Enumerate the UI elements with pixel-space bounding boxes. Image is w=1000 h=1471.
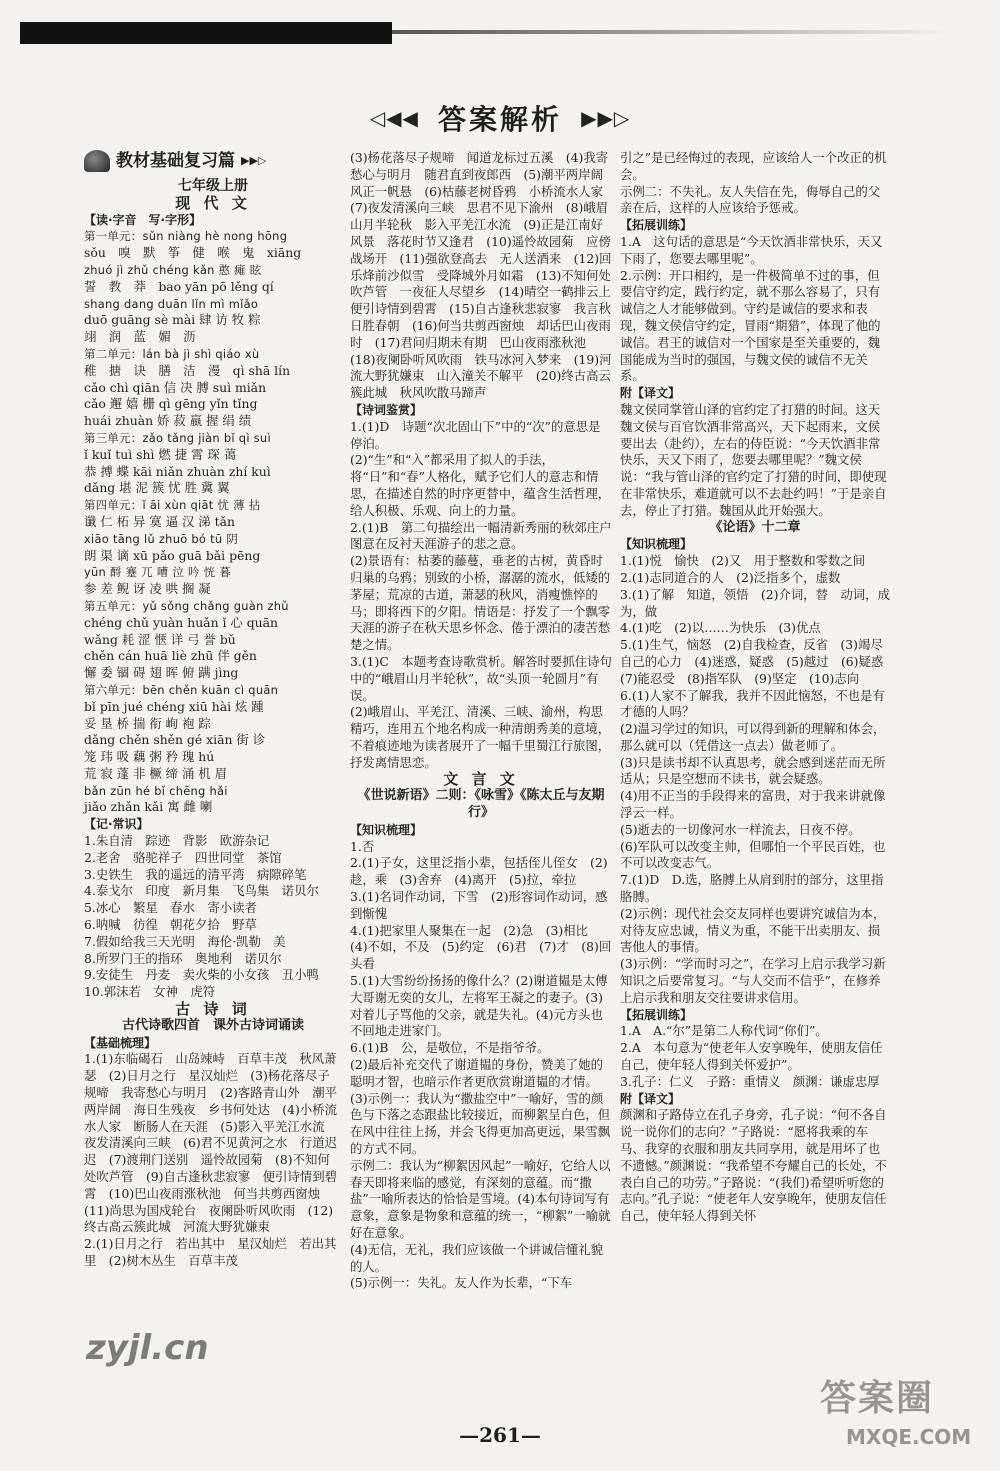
section-tag: 附【译文】 <box>620 386 681 401</box>
text-line: shang dang duān lǐn mì mǐǎo <box>84 296 259 311</box>
text-line: 1.(1)东临碣石 山岛竦峙 百草丰茂 秋风萧瑟 (2)日月之行 星汉灿烂 (3)杨花落尽子规啼 我寄愁心与明月 (2)客路青山外 潮平两岸阔 海日生残夜 乡书何处达 (4)小桥流水人家 断肠人在天涯 (5)影入平羌江水流 夜发清溪向三峡 (6)君不见黄河之水 行道迟迟 (7)渡荆门送别 遥怜故园菊 (8)不知何处吹芦管 (9)自古逢秋悲寂寥 便引诗情到碧霄 (10)巴山夜雨涨秋池 何当共剪西窗烛 (11)尚思为国戍轮台 夜阑卧听风吹雨 (12)终古高云簇此城 河流大野犹嫌束 <box>84 1051 337 1235</box>
text-line: 引之”是已经悔过的表现，应该给人一个改正的机会。 <box>620 150 887 182</box>
text-line: 第五单元：yǔ sǒng chǎng guàn zhǔ <box>84 598 289 613</box>
column-left-body <box>84 178 342 1270</box>
text-line: 2.(1)日月之行 若出其中 星汉灿烂 若出其里 (2)树木丛生 百草丰茂 <box>84 1236 337 1268</box>
text-line: duō guāng sè mài 肆 访 牧 粽 <box>84 312 261 328</box>
subheading: 古 诗 词 <box>175 1000 251 1019</box>
section-tag: 【诗词鉴赏】 <box>350 402 423 417</box>
text-line: 4.(1)把家里人聚集在一起 (2)急 (3)相比 (4)不如，不及 (5)约定 (6)君 (7)才 (8)回头看 <box>350 922 612 972</box>
left-arrows-icon: ◁◀◀ <box>369 106 419 130</box>
text-line: 1.A 这句话的意思是“今天饮酒非常快乐，天又下雨了，您要去哪里呢”。 <box>620 233 883 266</box>
top-black-bar <box>20 22 392 44</box>
text-line: 4.泰戈尔 印度 新月集 飞鸟集 诺贝尔 <box>84 883 319 899</box>
book-icon <box>84 150 110 172</box>
text-line: 5.冰心 繁星 春水 寄小读者 <box>84 900 257 916</box>
text-line: (2)温习学过的知识，可以得到新的理解和体会，那么就可以（凭借这一点去）做老师了。 <box>620 721 886 753</box>
text-line: (4)用不正当的手段得来的富贵，对于我来讲就像浮云一样。 <box>620 788 886 821</box>
text-line: 翊 润 蓝 媚 沥 <box>84 329 196 345</box>
text-line: bǐ pīn jué chéng xiū hài 炫 踵 <box>84 698 264 714</box>
text-line: 誓 教 莽 bao yān pō lěng qí <box>84 278 274 294</box>
text-line: 示例二：不失礼。友人失信在先，侮辱自己的父亲在后，这样的人应该给予惩戒。 <box>620 183 881 216</box>
subheading: 古代诗歌四首 课外古诗词诵读 <box>121 1017 304 1033</box>
text-line: (2)峨眉山、平羌江、清溪、三峡、渝州，构思精巧，连用五个地名构成一种清朗秀美的意境，不着痕迹地为读者展开了一幅千里蜀江行旅图，抒发离情思恋。 <box>350 704 611 770</box>
text-line: (4)无信，无礼，我们应该做一个讲诚信懂礼貌的人。 <box>350 1241 603 1274</box>
text-line: 2.(1)子女，这里泛指小辈，包括侄儿侄女 (2)趁，乘 (3)舍弃 (4)离开 (5)拉，牵拉 <box>350 855 608 888</box>
text-line: 恭 搏 蝶 kāi niǎn zhuàn zhí kuì <box>84 463 271 479</box>
section-title-text: 教材基础复习篇 <box>116 150 235 171</box>
section-tag: 【拓展训练】 <box>620 218 693 233</box>
text-line: cǎo 邂 嬉 栅 qì gēng yǐn tǐng <box>84 396 258 412</box>
text-line: 荒 寂 蓬 非 橛 缔 涌 机 眉 <box>84 765 228 781</box>
section-tag: 【知识梳理】 <box>350 822 423 837</box>
section-tag: 【记·常识】 <box>84 817 149 832</box>
text-line: (5)示例一：失礼。友人作为长辈，“下车 <box>350 1275 573 1291</box>
text-line: 8.所罗门王的指环 奥地利 诺贝尔 <box>84 950 282 966</box>
text-line: (3)示例一：我认为“撒盐空中”一喻好，雪的颜色与下落之态跟盐比较接近，而柳絮呈白色，但在风中往往上扬，并会飞得更加高更远，果雪飘的方式不同。 <box>350 1090 611 1157</box>
text-line: 朗 渠 谪 xū pǎo guā bǎi pēng <box>84 547 261 563</box>
text-line: 妥 垦 桥 揣 衔 峋 袍 踪 <box>84 715 211 731</box>
column-middle <box>350 150 624 1292</box>
text-line: 3.史铁生 我的遥远的清平湾 病隙碎笔 <box>84 866 307 882</box>
watermark-domain: MXQE.COM <box>846 1425 972 1449</box>
text-line: 10.郭沫若 女神 虎符 <box>84 984 216 1000</box>
text-line: 3.孔子：仁义 子路：重情义 颜渊：谦虚忠厚 <box>620 1073 880 1089</box>
column-middle-body <box>350 150 624 1292</box>
text-line: 笼 玮 吸 藕 粥 矜 瑰 hú <box>84 749 215 765</box>
text-line: 2.(1)志同道合的人 (2)泛指多个，虚数 <box>620 569 841 585</box>
text-line: (5)逝去的一切像河水一样流去，日夜不停。 <box>620 821 861 837</box>
text-line: wǎng 耗 涩 惬 详 弓 誉 bǔ <box>84 631 236 647</box>
section-tag: 【拓展训练】 <box>620 1007 693 1022</box>
subheading: 现 代 文 <box>175 193 251 212</box>
text-line: cǎo chì qiān 信 决 膊 suì miǎn <box>84 379 267 395</box>
text-line: zhuó jì zhǔ chéng kǎn 憨 瘫 眩 <box>84 262 262 277</box>
text-line: 颜渊和子路侍立在孔子身旁，孔子说：“何不各自说一说你们的志向？”子路说：“愿将我乘的车马、我穿的衣服和朋友共同享用，就是用坏了也不遗憾。”颜渊说：“我希望不夸耀自己的长处，不表白自己的功劳。”子路说：“(我们)希望听听您的志向。”孔子说：“使老年人安享晚年，使朋友信任自己，使年轻人得到关怀 <box>620 1107 887 1224</box>
subheading: 文 言 文 <box>443 770 519 789</box>
text-line: 9.安徒生 丹麦 卖火柴的小女孩 丑小鸭 <box>84 967 319 983</box>
text-line: huái zhuàn 娇 菽 嬴 握 绢 绩 <box>84 413 252 429</box>
text-line: 示例二：我认为“柳絮因风起”一喻好，它给人以春天即将来临的感觉，有深刻的意蕴。而“撒盐”一喻所表达的恰恰是雪境。(4)本句诗词写有意象，意象是物象和意蕴的统一，“柳絮”一喻就好在意象。 <box>350 1157 611 1240</box>
text-line: 6.(1)人家不了解我，我并不因此恼怒，不也是有才德的人吗？ <box>620 687 885 720</box>
text-line: 第二单元：lán bà jì shì qiáo xù <box>84 346 260 361</box>
column-right <box>620 150 896 1225</box>
text-line: 7.(1)D D.选，胳膊上从肩到肘的部分，这里指胳膊。 <box>620 872 884 905</box>
text-line: 谶 仁 柘 异 寞 逼 汉 涕 tǎn <box>84 513 235 529</box>
right-arrows-icon: ▶▶▷ <box>581 106 631 130</box>
text-line: (2)“生”和“入”都采用了拟人的手法，将“日”和“春”人格化，赋予它们人的意志和情思，在描述自然的时序更替中，蕴含生活哲理，给人积极、乐观、向上的力量。 <box>350 452 611 518</box>
text-line: 第六单元：bēn chěn kuān cì quān <box>84 682 279 697</box>
text-line: (3)只是读书却不认真思考，就会感到迷茫而无所适从；只是空想而不读书，就会疑惑。 <box>620 754 886 787</box>
text-line: ǐ kuǐ tuì shì 燃 捷 霄 琛 蔼 <box>84 446 237 462</box>
text-line: (2)最后补充交代了谢道韫的身份，赞美了她的聪明才智，也暗示作者更欣赏谢道韫的才情。 <box>350 1057 603 1089</box>
text-line: chěn cán huā liè zhū 伴 gěn <box>84 648 257 664</box>
text-line: (3)杨花落尽子规啼 闻道龙标过五溪 (4)我寄愁心与明月 随君直到夜郎西 (5)潮平两岸阔 风正一帆悬 (6)枯藤老树昏鸦 小桥流水人家 (7)夜发清溪向三峡 思君不见下渝州 (8)峨眉山月半轮秋 影入平羌江水流 (9)正是江南好风景 落花时节又逢君 (10)遥怜故园菊 应傍战场开 (11)强欲登高去 无人送酒来 (12)回乐烽前沙似雪 受降城外月如霜 (13)不知何处吹芦管 一夜征人尽望乡 (14)晴空一鹤排云上 便引诗情到碧霄 (15)自古逢秋悲寂寥 我言秋日胜春朝 (16)何当共剪西窗烛 却话巴山夜雨时 (17)君问归期未有期 巴山夜雨涨秋池 (18)夜阑卧听风吹雨 铁马冰河入梦来 (19)河流大野犹嫌束 山入潼关不解平 (20)终古高云簇此城 秋风吹散马蹄声 <box>350 150 624 401</box>
column-right-body <box>620 150 896 1225</box>
text-line: 1.A A.“尔”是第二人称代词“你们”。 <box>620 1023 828 1039</box>
text-line: 第一单元：sǔn niàng hè nong hōng <box>84 229 288 244</box>
watermark-left: zyjl.cn <box>86 1328 209 1368</box>
text-line: chéng chǔ yuàn huǎn ǐ 心 quān <box>84 614 279 630</box>
watermark-logo: 答案圈 <box>820 1378 935 1419</box>
column-left <box>84 150 342 1270</box>
text-line: 参 差 鲵 讶 凌 哄 搁 凝 <box>84 581 211 597</box>
text-line: (3)示例：“学而时习之”，在学习上启示我学习新知识之后要常复习。“与人交而不信乎”，在修养上启示我和朋友交往要讲求信用。 <box>620 956 886 1005</box>
text-line: 1.(1)D 诗题“次北固山下”中的“次”的意思是停泊。 <box>350 418 601 451</box>
text-line: 3.(1)了解 知道，领悟 (2)介词，替 动词，成为，做 <box>620 586 890 619</box>
text-line: dǎng chěn shěn gé xiān 街 诊 <box>84 732 266 748</box>
subheading: 《世说新语》二则：《咏雪》《陈太丘与友期行》 <box>357 788 605 821</box>
section-arrows-icon: ▶▶▷ <box>241 153 267 167</box>
text-line: 3.(1)C 本题考查诗歌赏析。解答时要抓住诗句中的“峨眉山月半轮秋”，故“头顶一轮圆月”有误。 <box>350 653 612 703</box>
section-title <box>84 150 342 172</box>
text-line: 第三单元：zǎo tǎng jiàn bǐ qì suì <box>84 430 271 445</box>
text-line: xiāo tāng lǔ zhuō bó tū 阴 <box>84 531 239 546</box>
text-line: 2.A 本句意为“使老年人安享晚年，使朋友信任自己，使年轻人得到关怀爱护”。 <box>620 1040 883 1073</box>
page-title: 答案解析 <box>437 103 562 136</box>
text-line: sǒu 嗅 默 筝 健 喉 鬼 xiāng <box>84 245 302 261</box>
text-line: 1.否 <box>350 838 375 854</box>
section-tag: 【知识梳理】 <box>620 537 693 552</box>
text-line: 2.示例：开口相约，是一件极简单不过的事，但要信守约定，践行约定，就不那么容易了，只有诚信之人才能够做到。守约是诚信的要求和表现，魏文侯信守约定，冒雨“期猎”，体现了他的诚信。君王的诚信对一个国家是至关重要的，魏国能成为当时的强国，与魏文侯的诚信不无关系。 <box>620 267 881 384</box>
text-line: 1.(1)悦 愉快 (2)又 用于整数和零数之间 <box>620 553 866 569</box>
text-line: 稚 搪 诀 膳 洁 漫 qì shā lín <box>84 362 291 378</box>
subheading: 《论语》十二章 <box>709 519 801 535</box>
top-fade-line <box>392 30 952 34</box>
text-line: dǎng 堪 泥 簇 忧 胜 冀 翼 <box>84 480 230 496</box>
page-number: —261— <box>459 1423 541 1447</box>
text-line: 7.假如给我三天光明 海伦·凯勒 美 <box>84 933 286 949</box>
section-tag: 附【译文】 <box>620 1091 681 1106</box>
text-line: (2)景语有：枯萎的藤蔓，垂老的古树，黄昏时归巢的乌鸦；别致的小桥，潺潺的流水，低矮的茅屋；荒凉的古道，萧瑟的秋风，消瘦憔悴的马；即将西下的夕阳。情语是：抒发了一个飘零天涯的游子在秋天思乡怀念、倦于漂泊的凄苦愁楚之情。 <box>350 553 611 653</box>
text-line: bǎn zūn hé bǐ chēng hǎi <box>84 783 228 798</box>
text-line: 1.朱自清 踪迹 背影 欧游杂记 <box>84 833 270 849</box>
text-line: 5.(1)大雪纷纷扬扬的像什么？(2)谢道韫是太傅大哥谢无奕的女儿，左将军王凝之的妻子。(3)对着儿子骂他的父亲，就是失礼。(4)元方头也不回地走进家门。 <box>350 973 608 1039</box>
text-line: 懈 委 锢 碍 翅 晖 俯 蹒 jìng <box>84 665 239 681</box>
subheading: 七年级上册 <box>178 178 248 194</box>
text-line: 5.(1)生气，恼怒 (2)自我检查，反省 (3)竭尽自己的心力 (4)迷惑，疑惑 (5)越过 (6)疑惑 (7)能忍受 (8)指军队 (9)坚定 (10)志向 <box>620 637 896 686</box>
text-line: 2.(1)B 第二句描绘出一幅清新秀丽的秋郊庄户图意在反衬天涯游子的悲之意。 <box>350 519 612 552</box>
text-line: jiǎo zhǎn kǎi 寓 雌 喇 <box>84 799 213 815</box>
text-line: 6.呐喊 彷徨 朝花夕拾 野草 <box>84 917 257 933</box>
text-line: 2.老舍 骆驼祥子 四世同堂 茶馆 <box>84 849 282 865</box>
text-line: (2)示例：现代社会交友同样也要讲究诚信为本，对待友应忠诚，情义为重，不能干出卖朋友、损害他人的事情。 <box>620 905 886 955</box>
section-tag: 【读·字音 写·字形】 <box>84 212 202 227</box>
text-line: yūn 酹 蹇 兀 嘈 泣 吟 恍 暮 <box>84 565 231 580</box>
text-line: 6.(1)B 公，是敬位，不是指爷爷。 <box>350 1040 550 1056</box>
section-tag: 【基础梳理】 <box>84 1035 157 1050</box>
page-header <box>0 98 1000 138</box>
text-line: (6)军队可以改变主帅，但哪怕一个平民百姓，也不可以改变志气。 <box>620 838 886 871</box>
text-line: 4.(1)吃 (2)以……为快乐 (3)优点 <box>620 620 821 636</box>
text-line: 3.(1)名词作动词，下雪 (2)形容词作动词，感到惭愧 <box>350 889 608 921</box>
text-line: 魏文侯同掌管山泽的官约定了打猎的时间。这天魏文侯与百官饮酒非常高兴，天下起雨来，文侯要出去（赴约），左右的侍臣说：“今天饮酒非常快乐，天又下雨了，您要去哪里呢？”魏文侯说：“我与管山泽的官约定了打猎的时间，即使现在非常快乐，难道就可以不去赴约吗！”于是亲自去，停止了打猎。魏国从此开始强大。 <box>620 401 887 518</box>
text-line: 第四单元：ǐ āi xùn qiāt 忧 薄 拈 <box>84 498 261 513</box>
